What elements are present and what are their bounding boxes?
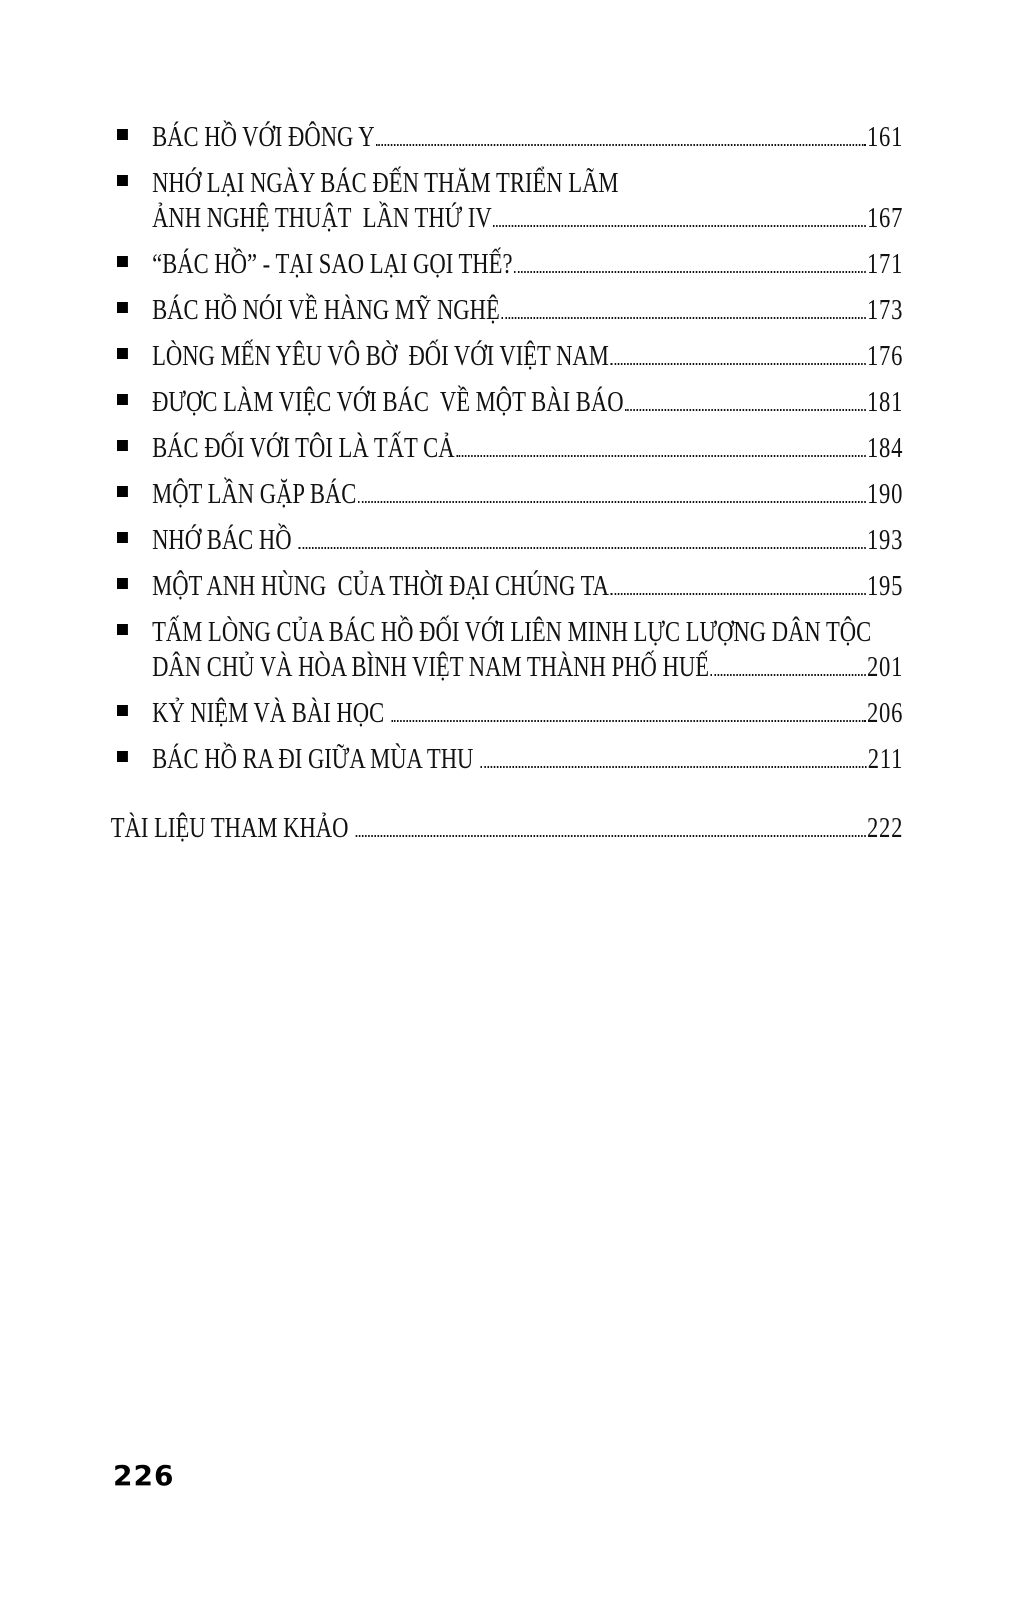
toc-entry-page-number: 171: [866, 248, 904, 280]
square-bullet-icon: [117, 440, 128, 451]
toc-entry-line: [152, 615, 903, 650]
toc-entry-line: [152, 650, 903, 685]
toc-entry-line: [152, 742, 903, 777]
toc-item: [0, 615, 1025, 685]
toc-entry-title: BÁC HỒ VỚI ĐÔNG Y: [152, 121, 375, 153]
toc-item: [0, 385, 1025, 420]
toc-item: [0, 569, 1025, 604]
dot-leader-icon: [376, 144, 865, 146]
toc-entry-title: MỘT ANH HÙNG CỦA THỜI ĐẠI CHÚNG TA: [152, 570, 609, 602]
dot-leader-icon: [391, 720, 865, 722]
toc-entry-title: ẢNH NGHỆ THUẬT LẦN THỨ IV: [152, 202, 492, 234]
toc-entry-title: LÒNG MẾN YÊU VÔ BỜ ĐỐI VỚI VIỆT NAM: [152, 340, 609, 372]
toc-entry-page-number: 167: [866, 202, 904, 234]
page-folio-number: 226: [113, 1459, 175, 1492]
toc-entry-page-number: 161: [866, 121, 904, 153]
toc-entry-line: [152, 247, 903, 282]
toc-entry-page-number: 173: [866, 294, 904, 326]
dot-leader-icon: [481, 766, 867, 768]
table-of-contents: [0, 120, 1025, 857]
toc-entry-title: DÂN CHỦ VÀ HÒA BÌNH VIỆT NAM THÀNH PHỐ HUẾ: [152, 651, 710, 683]
dot-leader-icon: [610, 363, 865, 365]
square-bullet-icon: [117, 129, 128, 140]
toc-entry-page-number: 184: [866, 432, 904, 464]
toc-item: [0, 742, 1025, 777]
square-bullet-icon: [117, 705, 128, 716]
dot-leader-icon: [456, 455, 865, 457]
toc-entry-line: [152, 201, 903, 236]
toc-entry-page-number: 222: [866, 812, 904, 844]
square-bullet-icon: [117, 302, 128, 313]
toc-entry-page-number: 190: [866, 478, 904, 510]
toc-list: [0, 120, 1025, 846]
toc-entry-title: “BÁC HỒ” - TẠI SAO LẠI GỌI THẾ?: [152, 248, 513, 280]
toc-entry-line: [152, 166, 903, 201]
toc-entry-line: [152, 120, 903, 155]
toc-entry-title: BÁC ĐỐI VỚI TÔI LÀ TẤT CẢ: [152, 432, 455, 464]
square-bullet-icon: [117, 751, 128, 762]
dot-leader-icon: [501, 317, 865, 319]
square-bullet-icon: [117, 578, 128, 589]
toc-item: [0, 523, 1025, 558]
toc-entry-title: ĐƯỢC LÀM VIỆC VỚI BÁC VỀ MỘT BÀI BÁO: [152, 386, 624, 418]
square-bullet-icon: [117, 624, 128, 635]
toc-entry-line: [152, 339, 903, 374]
toc-entry-line: [152, 477, 903, 512]
dot-leader-icon: [611, 593, 866, 595]
toc-entry-line: [152, 431, 903, 466]
dot-leader-icon: [625, 409, 865, 411]
toc-reference-entry: [0, 811, 1025, 846]
toc-entry-line: [111, 811, 903, 846]
toc-entry-title: TẤM LÒNG CỦA BÁC HỒ ĐỐI VỚI LIÊN MINH LỰC LƯỢNG DÂN TỘC: [152, 616, 872, 648]
toc-item: [0, 166, 1025, 236]
toc-item: [0, 247, 1025, 282]
toc-entry-page-number: 181: [866, 386, 904, 418]
toc-entry-line: [152, 523, 903, 558]
toc-entry-page-number: 206: [866, 697, 904, 729]
square-bullet-icon: [117, 486, 128, 497]
toc-entry-page-number: 193: [866, 524, 904, 556]
dot-leader-icon: [299, 547, 866, 549]
toc-entry-line: [152, 293, 903, 328]
toc-item: [0, 293, 1025, 328]
toc-entry-line: [152, 385, 903, 420]
toc-entry-title: NHỚ LẠI NGÀY BÁC ĐẾN THĂM TRIỂN LÃM: [152, 167, 619, 199]
square-bullet-icon: [117, 394, 128, 405]
dot-leader-icon: [356, 835, 866, 837]
toc-entry-title: BÁC HỒ RA ĐI GIỮA MÙA THU: [152, 743, 480, 775]
dot-leader-icon: [514, 271, 865, 273]
toc-entry-page-number: 195: [866, 570, 904, 602]
toc-entry-line: [152, 696, 903, 731]
toc-item: [0, 120, 1025, 155]
toc-entry-title: BÁC HỒ NÓI VỀ HÀNG MỸ NGHỆ: [152, 294, 500, 326]
toc-item: [0, 339, 1025, 374]
toc-entry-page-number: 211: [867, 743, 904, 775]
toc-entry-title: TÀI LIỆU THAM KHẢO: [110, 812, 355, 844]
square-bullet-icon: [117, 256, 128, 267]
dot-leader-icon: [493, 225, 865, 227]
toc-entry-page-number: 201: [866, 651, 904, 683]
toc-entry-page-number: 176: [866, 340, 904, 372]
toc-entry-title: MỘT LẦN GẶP BÁC: [152, 478, 357, 510]
square-bullet-icon: [117, 348, 128, 359]
square-bullet-icon: [117, 532, 128, 543]
toc-entry-title: KỶ NIỆM VÀ BÀI HỌC: [152, 697, 390, 729]
toc-entry-title: NHỚ BÁC HỒ: [152, 524, 298, 556]
toc-item: [0, 477, 1025, 512]
dot-leader-icon: [358, 501, 866, 503]
toc-entry-line: [152, 569, 903, 604]
toc-item: [0, 431, 1025, 466]
toc-item: [0, 696, 1025, 731]
square-bullet-icon: [117, 175, 128, 186]
dot-leader-icon: [711, 674, 866, 676]
